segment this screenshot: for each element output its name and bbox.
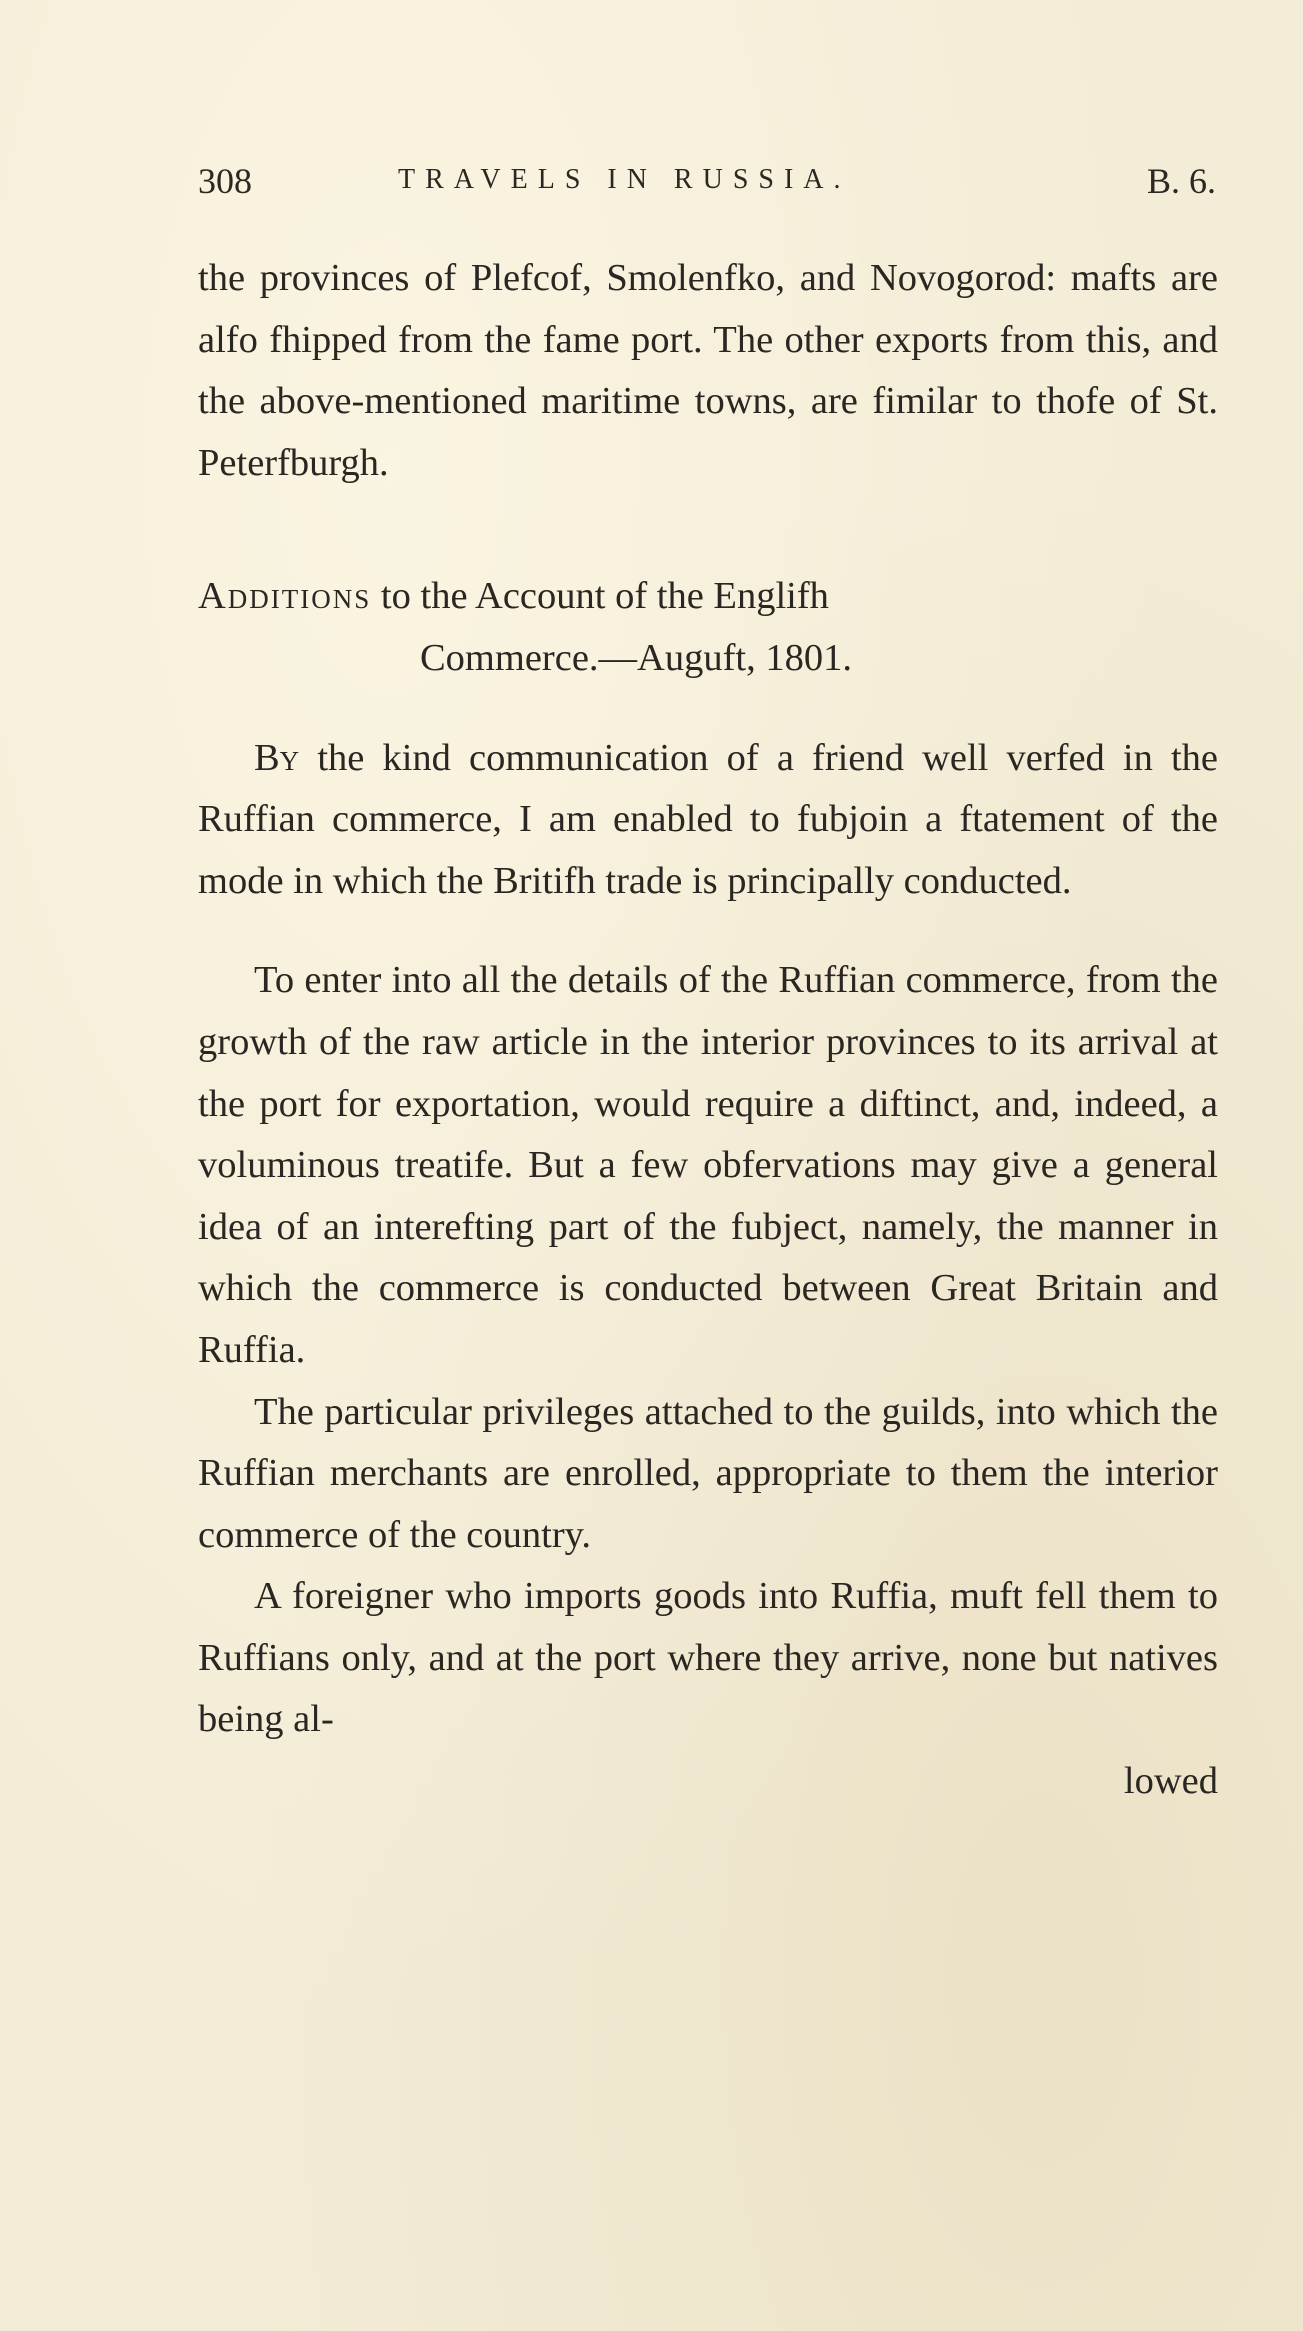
paragraph-continued: the provinces of Plefcof, Smolenfko, and Novogorod: mafts are alfo fhipped from the fame port. The other exports from this, and the above-mentioned maritime towns, are fimilar to thofe of St. Peterfburgh. [198, 257, 1218, 484]
heading-line-2: Commerce.—Auguft, 1801. [420, 636, 852, 679]
paragraph-intro [198, 728, 1218, 913]
running-head [198, 160, 1216, 210]
paragraph-guilds: The particular privileges attached to the guilds, into which the Ruffian merchants are enrolled, appropriate to them the interior commerce of the country. [198, 1390, 1218, 1556]
section-heading [198, 566, 1218, 689]
running-title: TRAVELS IN RUSSIA. [398, 164, 851, 195]
paragraph-lead-word: By [254, 736, 300, 779]
paragraph-foreigner: A foreigner who imports goods into Ruffia, muft fell them to Ruffians only, and at the port where they arrive, none but natives being al- [198, 1575, 1218, 1741]
heading-rest: to the Account of the Englifh [380, 575, 829, 618]
body-text [198, 248, 1218, 1813]
catchword: lowed [1123, 1760, 1218, 1803]
page-number: 308 [198, 161, 252, 201]
heading-line-1 [198, 566, 1218, 628]
paragraph-intro-text: the kind communication of a friend well verfed in the Ruffian commerce, I am enabled to fubjoin a ftatement of the mode in which the Britifh trade is principally conducted. [198, 736, 1219, 902]
heading-small-caps: Additions [198, 575, 372, 618]
book-reference: B. 6. [1146, 161, 1216, 201]
paragraph-details: To enter into all the details of the Ruffian commerce, from the growth of the raw article in the interior provinces to its arrival at the port for exportation, would require a diftinct, and, indeed, a voluminous treatife. But a few obfervations may give a general idea of an interefting part of the fubject, namely, the manner in which the commerce is conducted between Great Britain and Ruffia. [198, 959, 1218, 1371]
